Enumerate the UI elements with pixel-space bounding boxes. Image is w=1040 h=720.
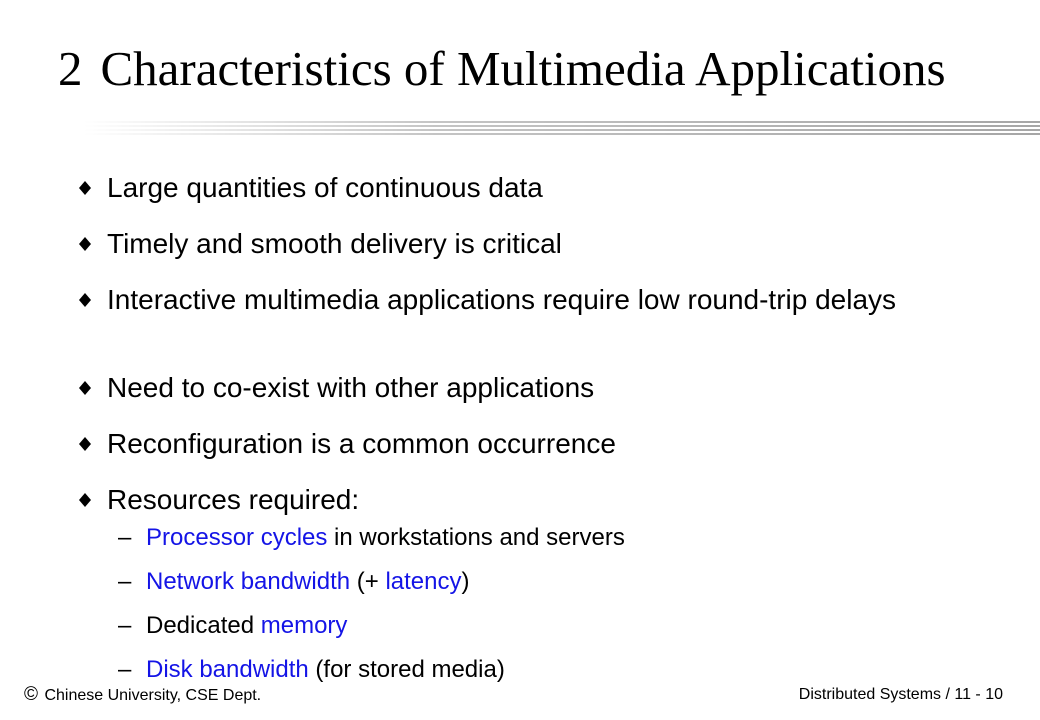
bullet-item xyxy=(78,370,987,406)
sub-bullet-text: ) xyxy=(461,568,470,595)
bullet-text: Interactive multimedia applications require low round-trip delays xyxy=(107,284,897,315)
sub-bullet-text: Dedicated xyxy=(146,612,261,639)
copyright-icon: © xyxy=(24,684,38,705)
title-rule xyxy=(0,121,1040,137)
diamond-bullet-icon xyxy=(79,493,91,507)
footer-left xyxy=(24,685,261,706)
highlight-text: latency xyxy=(385,568,462,595)
bullet-item xyxy=(78,282,987,318)
bullet-item xyxy=(78,226,987,262)
sub-bullet-text: in workstations and servers xyxy=(327,524,625,551)
dash-marker: – xyxy=(118,524,132,551)
bullet-text: Resources required: xyxy=(107,484,360,515)
diamond-bullet-icon xyxy=(79,437,91,451)
bullet-text: Timely and smooth delivery is critical xyxy=(107,228,562,259)
slide-title-text: Characteristics of Multimedia Applications xyxy=(100,41,946,96)
sub-bullet-text: (for stored media) xyxy=(308,656,505,683)
highlight-text: Network bandwidth xyxy=(146,568,351,595)
slide-title xyxy=(58,42,946,96)
diamond-bullet-icon xyxy=(79,381,91,395)
dash-marker: – xyxy=(118,656,132,683)
sub-bullet-item xyxy=(118,567,470,597)
diamond-bullet-icon xyxy=(79,293,91,307)
bullet-item xyxy=(78,426,987,462)
slide-number: 2 xyxy=(58,41,83,96)
bullet-text: Large quantities of continuous data xyxy=(107,172,543,203)
bullet-text: Reconfiguration is a common occurrence xyxy=(107,428,616,459)
dash-marker: – xyxy=(118,568,132,595)
diamond-bullet-icon xyxy=(79,181,91,195)
bullet-item xyxy=(78,170,987,206)
diamond-bullet-icon xyxy=(79,237,91,251)
dash-marker: – xyxy=(118,612,132,639)
sub-bullet-item xyxy=(118,655,505,685)
highlight-text: memory xyxy=(260,612,348,639)
sub-bullet-item xyxy=(118,611,347,641)
bullet-item xyxy=(78,482,987,518)
footer-right: Distributed Systems / 11 - 10 xyxy=(798,686,1003,703)
highlight-text: Disk bandwidth xyxy=(146,656,309,683)
sub-bullet-item xyxy=(118,523,625,553)
sub-bullet-text: (+ xyxy=(350,568,386,595)
bullet-text: Need to co-exist with other applications xyxy=(107,372,595,403)
highlight-text: Processor cycles xyxy=(146,524,328,551)
footer-institution: Chinese University, CSE Dept. xyxy=(44,687,262,704)
